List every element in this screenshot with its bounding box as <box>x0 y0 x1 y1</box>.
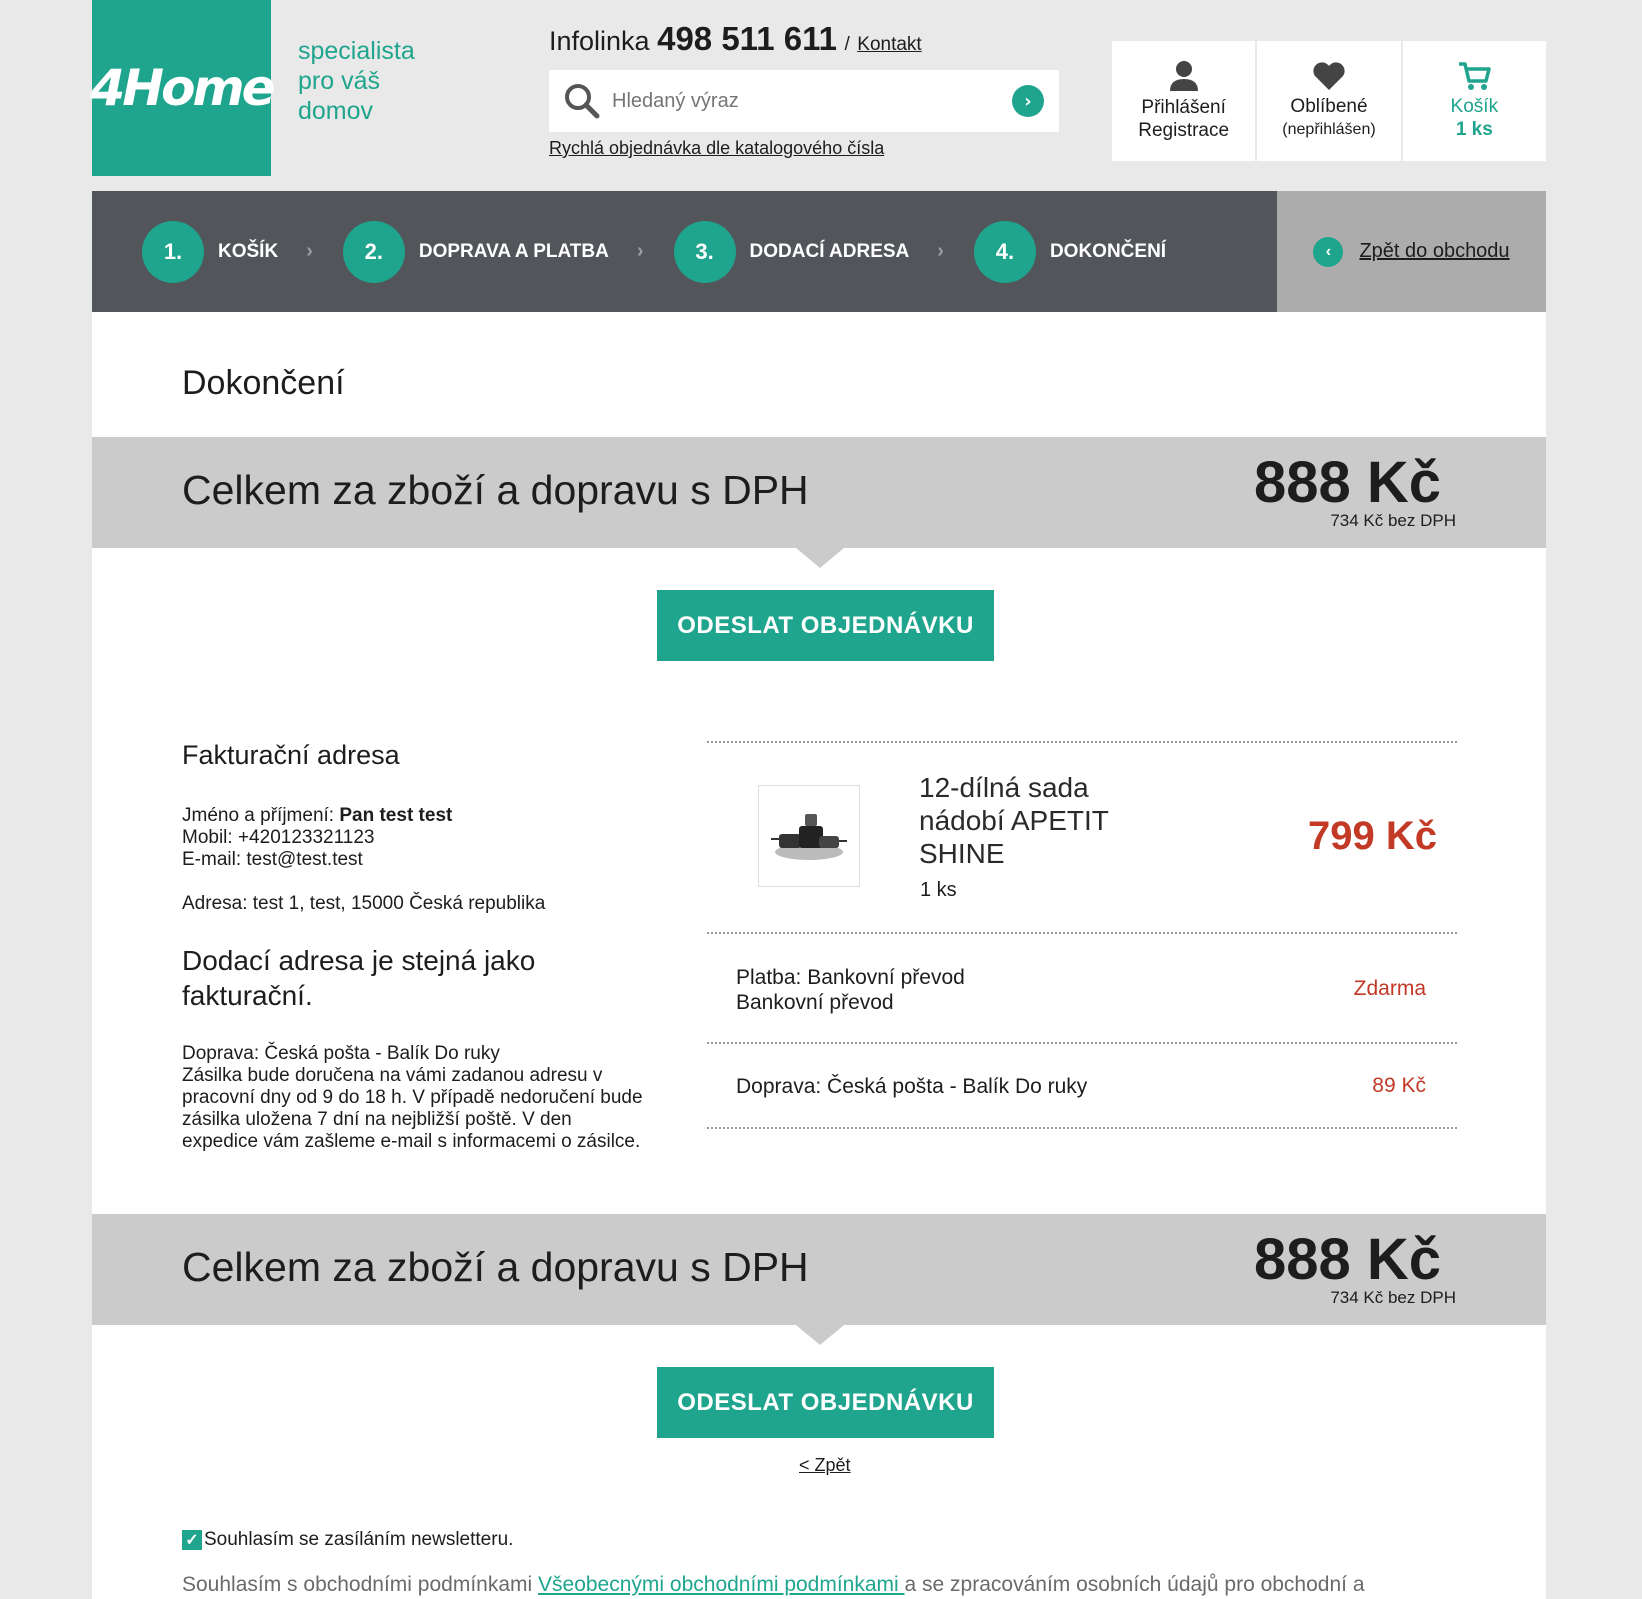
billing-name <box>182 805 652 827</box>
cart-button[interactable] <box>1403 41 1546 161</box>
payment-label: Platba: Bankovní převod <box>736 966 965 989</box>
total-label: Celkem za zboží a dopravu s DPH <box>182 467 809 513</box>
product-name[interactable]: 12-dílná sada nádobí APETIT SHINE <box>919 772 1109 869</box>
newsletter-label: Souhlasím se zasíláním newsletteru. <box>204 1529 514 1550</box>
divider <box>707 741 1457 743</box>
send-order-button[interactable]: ODESLAT OBJEDNÁVKU <box>657 1367 994 1438</box>
step-label: DOKONČENÍ <box>1049 240 1167 262</box>
header-actions <box>1112 41 1546 161</box>
user-icon <box>1169 60 1199 92</box>
shipping-row-label: Doprava: Česká pošta - Balík Do ruky <box>736 1075 1088 1098</box>
billing-section <box>182 740 652 1153</box>
payment-method: Bankovní převod <box>736 991 894 1014</box>
billing-address: Adresa: test 1, test, 15000 Česká republika <box>182 893 546 914</box>
register-label: Registrace <box>1138 120 1230 141</box>
step-shipping-payment[interactable] <box>343 221 674 283</box>
newsletter-checkbox[interactable] <box>182 1530 202 1550</box>
search-icon <box>562 81 602 121</box>
total-net: 734 Kč bez DPH <box>1330 1288 1456 1307</box>
payment-price: Zdarma <box>1353 977 1426 1000</box>
step-label: DODACÍ ADRESA <box>749 240 910 262</box>
send-order-button[interactable]: ODESLAT OBJEDNÁVKU <box>657 590 994 661</box>
total-label: Celkem za zboží a dopravu s DPH <box>182 1244 809 1290</box>
step-completion <box>974 221 1166 283</box>
favorites-status: (nepřihlášen) <box>1282 121 1376 138</box>
total-amount: 888 Kč <box>1253 450 1441 515</box>
step-cart[interactable] <box>142 221 343 283</box>
terms-suffix: a se zpracováním osobních údajů pro obchodní a <box>904 1573 1365 1596</box>
total-net: 734 Kč bez DPH <box>1330 511 1456 530</box>
logo[interactable] <box>92 0 271 176</box>
favorites-button[interactable] <box>1257 41 1402 161</box>
search-input[interactable] <box>610 89 1004 114</box>
infoline <box>549 20 922 58</box>
shipping-method: Doprava: Česká pošta - Balík Do ruky <box>182 1043 500 1064</box>
step-delivery-address[interactable] <box>674 221 974 283</box>
step-label: DOPRAVA A PLATBA <box>418 240 609 262</box>
favorites-label: Oblíbené <box>1290 96 1368 117</box>
search-box <box>549 70 1059 132</box>
step-label: KOŠÍK <box>218 240 279 262</box>
cart-label: Košík <box>1450 96 1499 117</box>
infoline-label: Infolinka <box>549 26 650 56</box>
divider <box>707 1127 1457 1129</box>
product-image[interactable] <box>758 785 860 887</box>
chevron-right-icon: › <box>1024 90 1032 112</box>
login-button[interactable] <box>1112 41 1257 161</box>
infoline-separator: / <box>844 34 850 55</box>
billing-title: Fakturační adresa <box>182 740 400 770</box>
terms-prefix: Souhlasím s obchodními podmínkami <box>182 1573 539 1596</box>
newsletter-consent[interactable] <box>182 1529 513 1551</box>
chevron-right-icon: › <box>636 240 644 262</box>
chevron-right-icon: › <box>306 240 313 262</box>
cookware-icon <box>769 806 849 866</box>
search-submit-button[interactable] <box>1012 85 1044 117</box>
contact-link[interactable]: Kontakt <box>857 34 922 55</box>
back-to-shop-link[interactable]: Zpět do obchodu <box>1359 240 1510 262</box>
cart-icon <box>1457 61 1491 91</box>
billing-mobile: Mobil: +420123321123 <box>182 827 375 848</box>
infoline-number: 498 511 611 <box>657 20 837 57</box>
total-amount: 888 Kč <box>1253 1227 1441 1292</box>
back-to-shop[interactable] <box>1277 191 1546 312</box>
step-number: 1. <box>142 221 204 283</box>
tagline <box>298 36 415 126</box>
step-number: 4. <box>974 221 1036 283</box>
login-label: Přihlášení <box>1141 97 1226 118</box>
divider <box>707 1042 1457 1044</box>
billing-name-label: Jméno a příjmení: <box>182 805 335 826</box>
total-bar-top <box>92 437 1546 548</box>
total-pointer <box>796 1325 844 1345</box>
quick-order-link[interactable]: Rychlá objednávka dle katalogového čísla <box>549 138 885 158</box>
logo-text: 4Home <box>90 59 273 117</box>
terms-link[interactable]: Všeobecnými obchodními podmínkami <box>538 1573 905 1596</box>
tagline-line: pro váš <box>298 67 380 95</box>
tagline-line: specialista <box>298 37 415 65</box>
page-title: Dokončení <box>182 364 345 402</box>
billing-name-value: Pan test test <box>339 805 453 826</box>
total-bar-bottom <box>92 1214 1546 1325</box>
back-link[interactable]: < Zpět <box>799 1455 851 1475</box>
product-quantity: 1 ks <box>920 879 957 901</box>
checkout-steps <box>92 191 1277 312</box>
product-price: 799 Kč <box>1308 814 1437 858</box>
terms-consent <box>182 1573 1365 1597</box>
payment-row <box>736 965 965 1015</box>
chevron-right-icon: › <box>937 240 944 262</box>
chevron-left-icon: ‹ <box>1313 237 1343 267</box>
shipping-description: Zásilka bude doručena na vámi zadanou adresu v pracovní dny od 9 do 18 h. V případě nedoručení bude zásilka uložena 7 dní na nejbližší poště. V den expedice vám zašleme e-mail s informacemi o zásilce. <box>182 1065 643 1152</box>
checkmark-icon: ✓ <box>185 1532 199 1549</box>
billing-email: E-mail: test@test.test <box>182 849 363 870</box>
shipping-row-price: 89 Kč <box>1372 1074 1426 1097</box>
step-number: 3. <box>674 221 736 283</box>
step-number: 2. <box>343 221 405 283</box>
heart-icon <box>1312 61 1346 91</box>
cart-count: 1 ks <box>1455 119 1493 140</box>
total-pointer <box>796 548 844 568</box>
divider <box>707 932 1457 934</box>
tagline-line: domov <box>298 97 374 125</box>
delivery-same-note: Dodací adresa je stejná jako fakturační. <box>182 945 536 1011</box>
